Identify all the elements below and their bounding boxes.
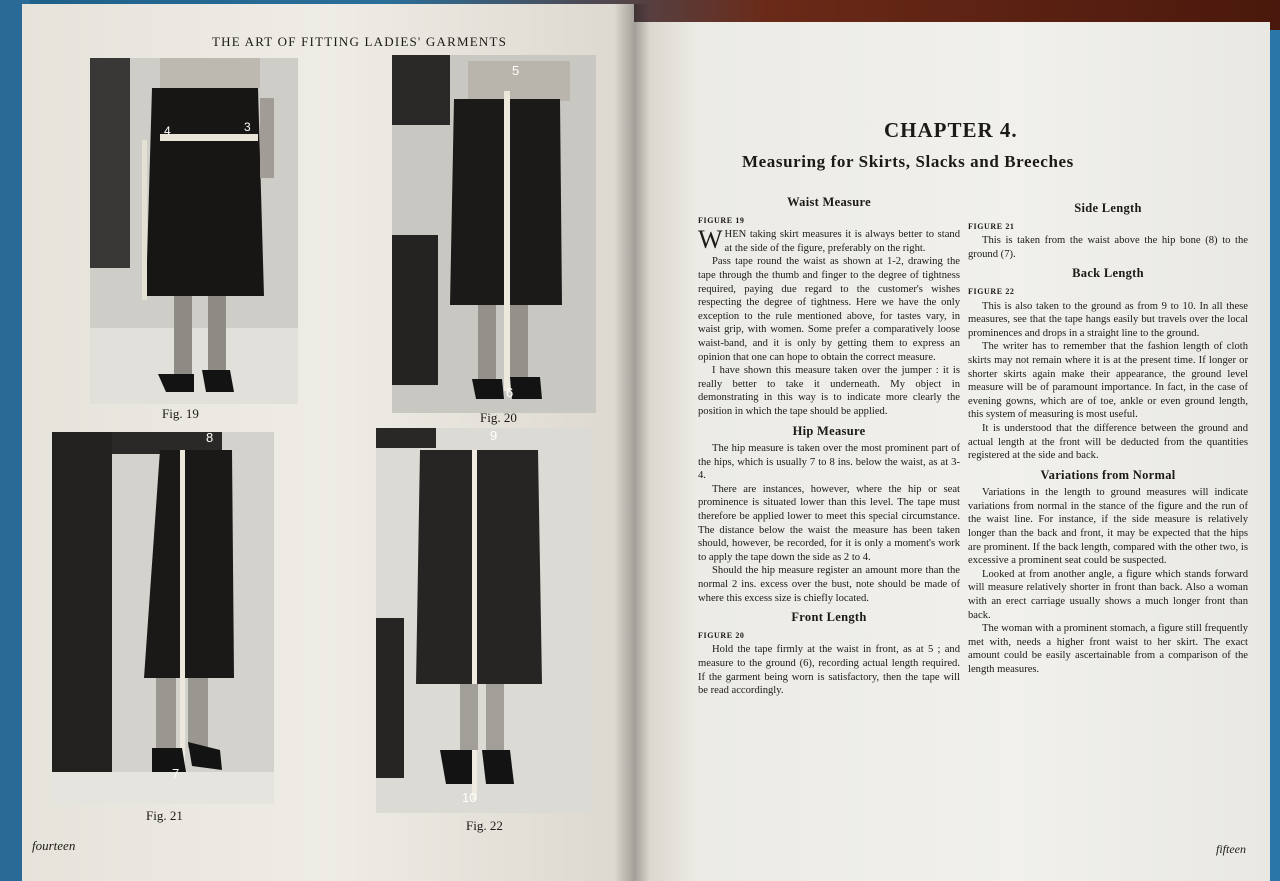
side-figure-ref: FIGURE 21 <box>968 221 1015 231</box>
variations-paragraph: The woman with a prominent stomach, a figure still frequently met with, needs a higher front waist to her skirt. The exact amount could be easily ascertainable from a comparison of the length measures. <box>968 623 1248 675</box>
side-paragraph: This is taken from the waist above the hip bone (8) to the ground (7). <box>968 235 1248 260</box>
chapter-heading: CHAPTER 4. <box>884 118 1018 142</box>
hip-paragraph: There are instances, however, where the hip or seat prominence is situated lower than this level. The tape must therefore be applied lower to meet this special circumstance. The distance below the waist the measure has been taken should, however, be recorded, for it is only a moment's work to apply the tape down the side as 2 to 4. <box>698 483 960 563</box>
variations-heading: Variations from Normal <box>1040 467 1176 482</box>
figure-21-marker-8: 8 <box>206 432 214 445</box>
figure-21-photo <box>52 432 274 804</box>
figure-20-marker-5: 5 <box>512 63 520 78</box>
running-head: THE ART OF FITTING LADIES' GARMENTS <box>212 34 508 49</box>
waist-paragraph: Pass tape round the waist as shown at 1-2, drawing the tape through the thumb and finger to the degree of tightness required, paying due regard to the customer's wishes respecting the degree of tightness. Here we have the only exception to the rule mentioned above, for tastes vary, in waist grip, with women. Some prefer a comparatively loose waist-band, and it is only by getting them to express an opinion that one can hope to obtain the correct measure. <box>698 256 960 363</box>
back-paragraph: It is understood that the difference between the ground and actual length at the front will be deducted from the quantities registered at the side and back. <box>968 422 1248 462</box>
figure-22-photo <box>376 428 592 813</box>
drop-cap: W <box>698 225 723 255</box>
figure-19-caption: Fig. 19 <box>162 406 199 421</box>
figure-20-marker-6: 6 <box>506 385 514 400</box>
waist-figure-ref: FIGURE 19 <box>698 215 745 225</box>
waist-paragraph: WHEN taking skirt measures it is always better to stand at the side of the figure, preferably on the right. <box>698 225 960 255</box>
back-length-heading: Back Length <box>1072 266 1144 281</box>
figure-21-marker-7: 7 <box>172 766 180 781</box>
folio-left: fourteen <box>32 838 76 853</box>
hip-paragraph: Should the hip measure register an amount more than the normal 2 ins. excess over the bust, note should be made of where this excess size is chiefly located. <box>698 565 960 604</box>
text-column-right <box>968 196 1248 677</box>
side-length-heading: Side Length <box>1074 201 1142 215</box>
front-length-heading: Front Length <box>791 610 867 625</box>
front-figure-ref: FIGURE 20 <box>698 630 745 640</box>
hip-paragraph: The hip measure is taken over the most prominent part of the hips, which is usually 7 to 8 ins. below the waist, as at 3-4. <box>698 443 960 482</box>
figure-22-caption: Fig. 22 <box>466 818 503 833</box>
back-figure-ref: FIGURE 22 <box>968 286 1015 296</box>
hip-measure-heading: Hip Measure <box>792 423 866 438</box>
variations-paragraph: Variations in the length to ground measures will indicate variations from normal in the stance of the figure and the run of the waist line. For instance, if the side measure is relatively longer than the back and front, it may be expected that the hips are prominent. If the back length, compared with the other two, is excessive a prominent seat could be suspected. <box>968 487 1248 567</box>
waist-measure-heading: Waist Measure <box>787 195 871 209</box>
folio-right: fifteen <box>1216 842 1246 856</box>
figure-21-caption: Fig. 21 <box>146 808 183 823</box>
figure-22-marker-9: 9 <box>490 428 498 443</box>
figure-20-photo <box>392 55 596 413</box>
figure-19-marker-4: 4 <box>164 124 171 138</box>
variations-paragraph: Looked at from another angle, a figure which stands forward will measure relatively shorter in front than back. Also a woman with an erect carriage usually shows a much longer front than back. <box>968 568 1248 621</box>
front-paragraph: Hold the tape firmly at the waist in front, as at 5 ; and measure to the ground (6), recording actual length required. If the garment being worn is satisfactory, then the tape will be read accordingly. <box>698 644 960 697</box>
waist-paragraph: I have shown this measure taken over the jumper : it is really better to take it underneath. My object in demonstrating in this way is to indicate more clearly the position in which the tape should be applied. <box>698 365 960 417</box>
book-gutter <box>614 4 650 881</box>
text-column-left <box>698 190 960 698</box>
figure-20-caption: Fig. 20 <box>480 410 517 425</box>
back-paragraph: The writer has to remember that the fashion length of cloth skirts may not remain where it is at the present time. If longer or shorter skirts again make their appearance, the ground level measure will be of paramount importance. In fact, in the case of evening gowns, which are of toe, ankle or even ground length, this system of measuring is most useful. <box>968 341 1248 421</box>
figure-22-marker-10: 10 <box>462 790 477 805</box>
figure-19-marker-3: 3 <box>244 120 251 134</box>
back-paragraph: This is also taken to the ground as from 9 to 10. In all these measures, see that the tape hangs easily but travels over the local prominences and drops in a straight line to the ground. <box>968 300 1248 339</box>
chapter-title: Measuring for Skirts, Slacks and Breeches <box>742 152 1074 171</box>
figure-19-photo <box>90 58 298 404</box>
